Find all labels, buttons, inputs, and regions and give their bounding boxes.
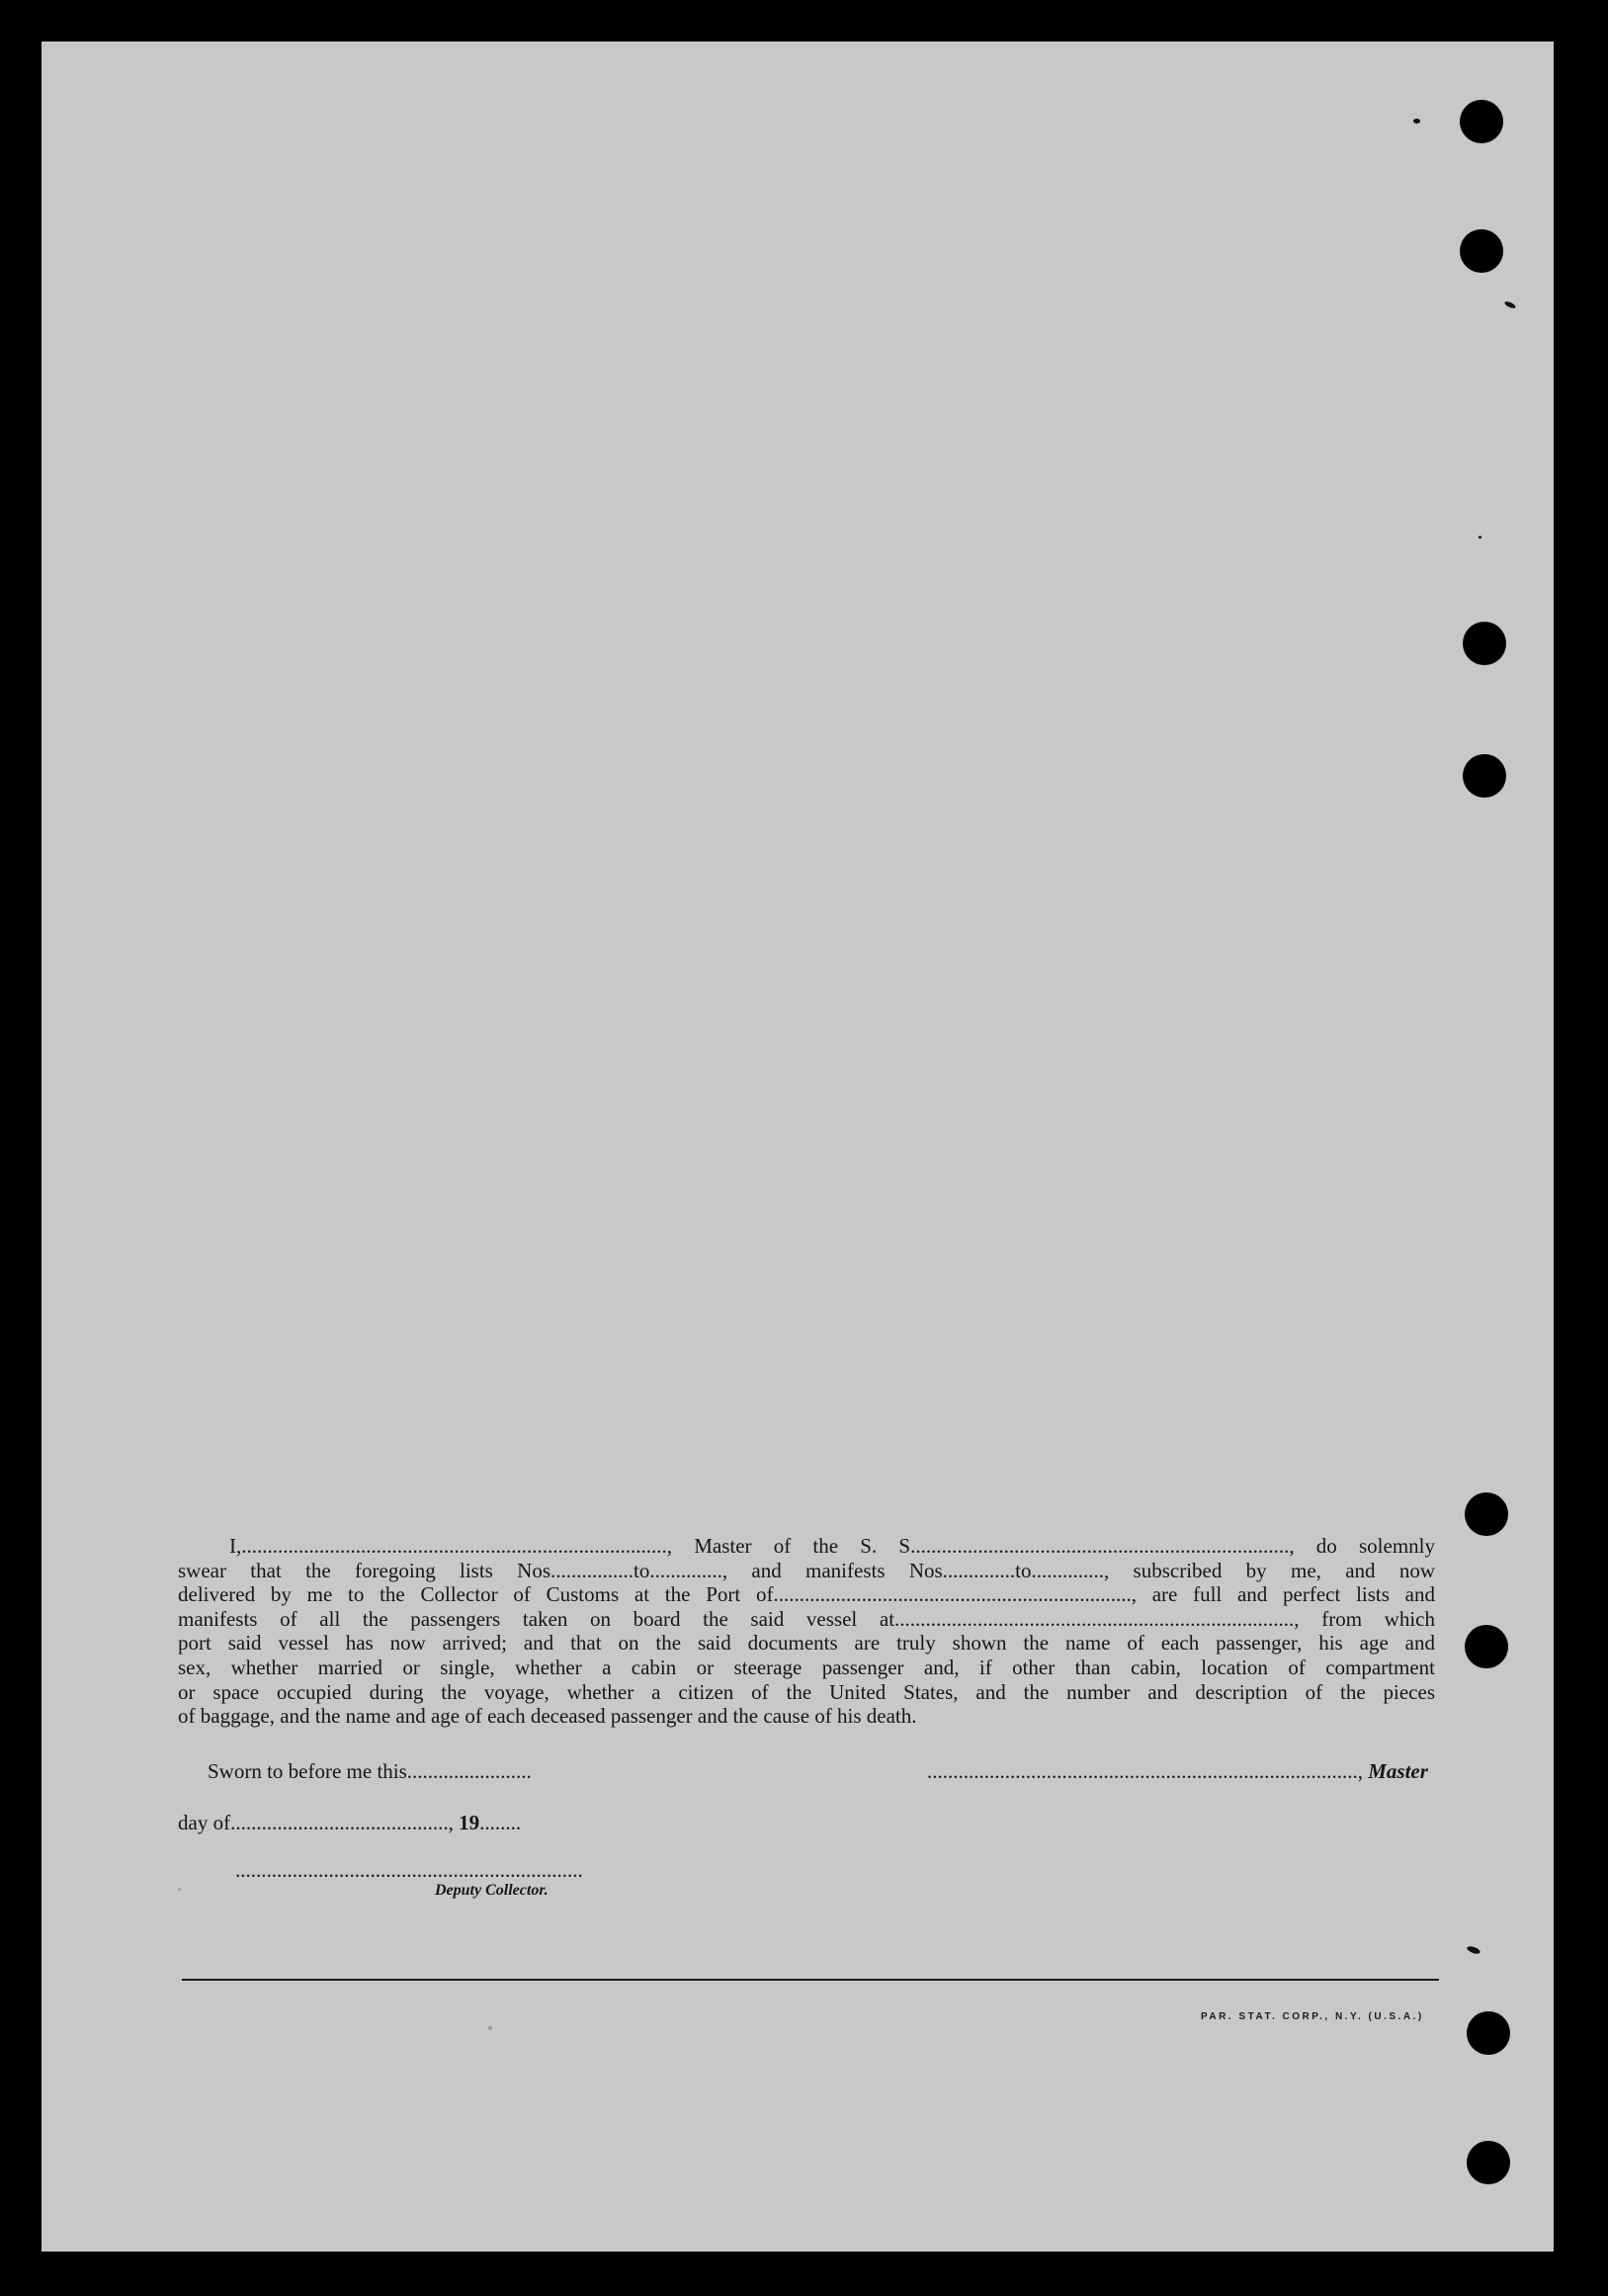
master-label: Master (1368, 1759, 1428, 1783)
form-sheet (42, 42, 1554, 2252)
scan-speck (488, 2026, 492, 2030)
year-prefix: 19 (459, 1811, 480, 1834)
oath-line: swear that the foregoing lists Nos................to.............., and manifests Nos..............to.............., subscribed by me, and now (178, 1558, 1435, 1582)
binder-hole (1467, 2141, 1510, 2184)
binder-hole (1460, 229, 1503, 273)
scan-speck (1479, 536, 1481, 539)
oath-line: of baggage, and the name and age of each deceased passenger and the cause of his death. (178, 1704, 917, 1729)
oath-line: port said vessel has now arrived; and that on the said documents are truly shown the name of each passenger, his age and (178, 1631, 1435, 1656)
binder-hole (1463, 754, 1506, 798)
printer-mark: PAR. STAT. CORP., N.Y. (U.S.A.) (1201, 2011, 1424, 2022)
oath-line: delivered by me to the Collector of Customs at the Port of....................................................................., are full and perfect lists and (178, 1582, 1435, 1607)
master-signature-field[interactable] (927, 1759, 1428, 1784)
year-suffix: ........ (479, 1811, 522, 1834)
binder-hole (1465, 1492, 1508, 1536)
scan-speck (1504, 300, 1517, 310)
oath-line: manifests of all the passengers taken on board the said vessel at............................................................................., from which (178, 1606, 1435, 1631)
sworn-date-field[interactable] (208, 1759, 532, 1784)
binder-hole (1465, 1625, 1508, 1668)
scan-speck (178, 1888, 181, 1891)
binder-hole (1467, 2011, 1510, 2055)
footer-rule (182, 1979, 1439, 1981)
day-of-field[interactable] (178, 1811, 521, 1835)
binder-hole (1460, 100, 1503, 143)
deputy-signature-line[interactable]: ................................................................... (235, 1858, 583, 1882)
oath-line: I,.................................................................................., Master of the S. S........................................................................., do solemnly (229, 1534, 1435, 1558)
master-signature-line: ..................................................................................., (927, 1759, 1363, 1783)
oath-line: or space occupied during the voyage, whether a citizen of the United States, and the number and description of the pieces (178, 1679, 1435, 1704)
scan-speck (1413, 119, 1420, 124)
oath-line: sex, whether married or single, whether a cabin or steerage passenger and, if other than cabin, location of compartment (178, 1655, 1435, 1679)
day-of-prefix: day of.........................................., (178, 1811, 460, 1834)
oath-paragraph (178, 1534, 1435, 1729)
scan-speck (1466, 1945, 1481, 1955)
deputy-collector-label: Deputy Collector. (435, 1882, 549, 1899)
binder-hole (1463, 622, 1506, 665)
sworn-text: Sworn to before me this........................ (208, 1759, 532, 1783)
